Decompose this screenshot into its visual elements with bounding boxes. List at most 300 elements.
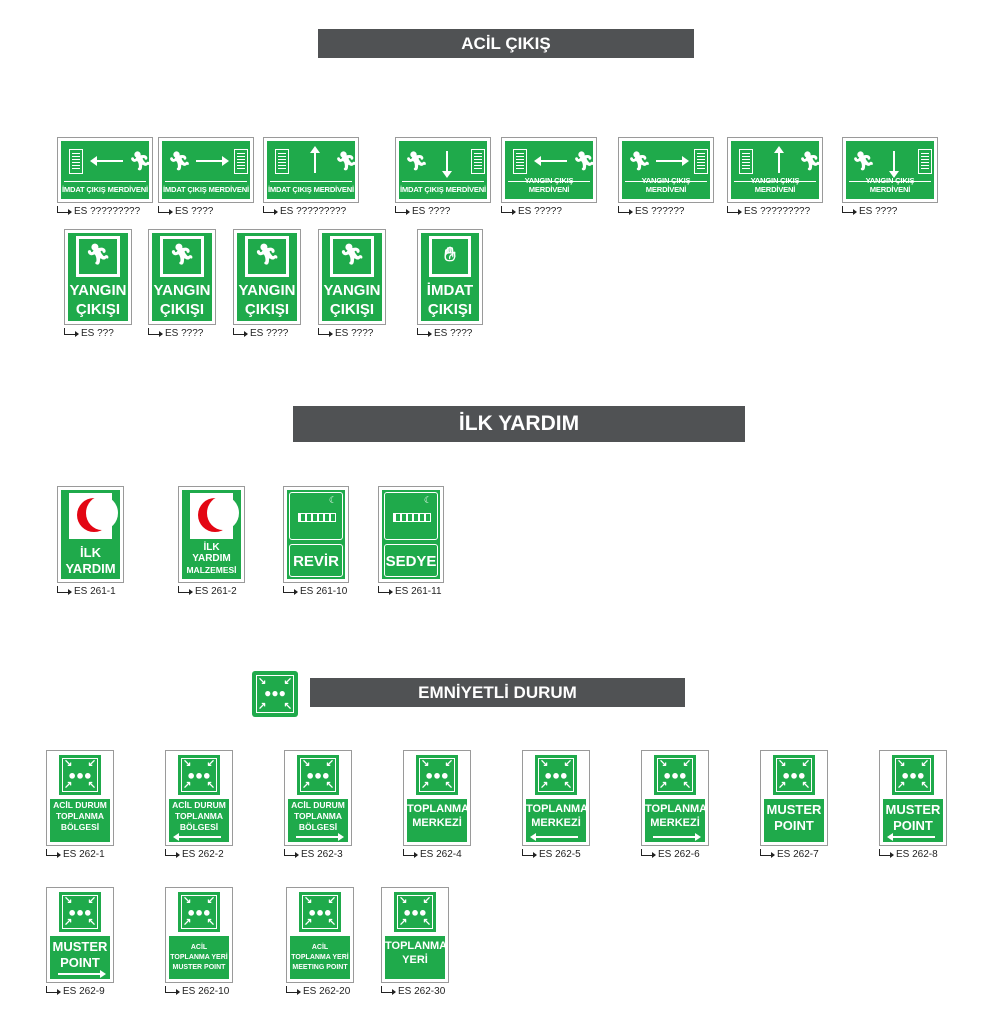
- people-group-icon: ●●●: [901, 767, 925, 783]
- sign-caption: İMDAT ÇIKIŞ MERDİVENİ: [163, 185, 249, 194]
- converging-arrow-icon: ↖: [87, 917, 96, 928]
- converging-arrow-icon: ↙: [563, 758, 572, 769]
- assembly-point-sign: [46, 750, 114, 846]
- sign-caption: İMDAT ÇIKIŞ MERDİVENİ: [268, 185, 354, 194]
- assembly-point-pictogram: [178, 892, 220, 932]
- assembly-point-pictogram: [59, 755, 101, 795]
- running-man-icon: 🏃︎: [335, 151, 358, 171]
- section-banner-ilk-yardim: [293, 406, 745, 442]
- sign-text-line1: MUSTER: [885, 802, 941, 817]
- crescent-cutout: [207, 496, 239, 530]
- code-arrow-icon: [318, 328, 332, 335]
- sign-text-line3: MALZEMESİ: [186, 565, 237, 575]
- people-group-icon: ●●●: [308, 904, 332, 920]
- direction-arrow-icon: [534, 836, 578, 838]
- divider: [165, 181, 247, 182]
- sign-text-line1: ACİL DURUM: [172, 800, 226, 810]
- direction-arrow-icon: [296, 836, 340, 838]
- converging-arrow-icon: ↙: [206, 758, 215, 769]
- sign-panel: [421, 233, 479, 321]
- sign-text-panel: [50, 799, 110, 842]
- converging-arrow-icon: ↗: [897, 780, 906, 791]
- sign-text-line3: MUSTER POINT: [172, 964, 226, 971]
- running-man-icon: 🏃︎: [852, 151, 875, 171]
- sign-text-line2: ÇIKIŞI: [244, 301, 290, 318]
- assembly-point-pictogram: [535, 755, 577, 795]
- product-code-text: ES ?????????: [744, 206, 811, 217]
- exit-stair-sign: [727, 137, 823, 203]
- product-code-text: ES ?????????: [280, 206, 347, 217]
- product-code: [501, 206, 562, 217]
- direction-arrow-icon: [196, 160, 224, 162]
- assembly-point-sign: [165, 750, 233, 846]
- product-code: [522, 849, 581, 860]
- sign-text-line2: MERKEZİ: [650, 817, 700, 829]
- converging-arrow-icon: ↖: [422, 917, 431, 928]
- running-man-icon: 🏃︎: [628, 151, 651, 171]
- sign-text-panel: [50, 936, 110, 979]
- code-arrow-icon: [760, 849, 774, 856]
- converging-arrow-icon: ↗: [64, 917, 73, 928]
- product-code-text: ES ????: [165, 328, 204, 339]
- sign-caption: YANGIN ÇIKIŞ MERDİVENİ: [750, 176, 800, 194]
- exit-stair-sign: [158, 137, 254, 203]
- exit-stair-sign: [842, 137, 938, 203]
- stairs-door-icon: [694, 149, 708, 174]
- sign-text-panel: [169, 799, 229, 842]
- converging-arrow-icon: ↙: [87, 758, 96, 769]
- sign-caption: YANGIN ÇIKIŞ MERDİVENİ: [641, 176, 691, 194]
- product-code-text: ES 261-1: [74, 586, 116, 597]
- assembly-point-sign: [522, 750, 590, 846]
- code-arrow-icon: [165, 849, 179, 856]
- product-code-text: ES ??????: [635, 206, 685, 217]
- running-man-icon: 🏃︎: [85, 244, 111, 266]
- code-arrow-icon: [727, 206, 741, 213]
- first-aid-sign: [378, 486, 444, 583]
- product-code: [158, 206, 213, 217]
- assembly-point-sign: [286, 887, 354, 983]
- first-aid-sign: [283, 486, 349, 583]
- exit-stair-sign: [501, 137, 597, 203]
- sign-text-line3: BÖLGESİ: [60, 822, 100, 832]
- assembly-point-pictogram: [773, 755, 815, 795]
- sign-text-line2: ÇIKIŞI: [159, 301, 205, 318]
- sign-panel: [382, 490, 440, 579]
- fire-exit-sign: [318, 229, 386, 325]
- breaking-glass-icon: ✋︎: [444, 244, 456, 266]
- sign-caption: YANGIN ÇIKIŞ MERDİVENİ: [524, 176, 574, 194]
- running-man-icon: 🏃︎: [573, 151, 596, 171]
- product-code: [148, 328, 203, 339]
- sign-text-line2: POINT: [774, 818, 814, 833]
- assembly-point-pictogram: [299, 892, 341, 932]
- pictogram-panel: [163, 239, 201, 274]
- product-code-text: ES 262-1: [63, 849, 105, 860]
- converging-arrow-icon: ↗: [540, 780, 549, 791]
- people-group-icon: ●●●: [663, 767, 687, 783]
- sign-panel: [287, 490, 345, 579]
- sign-text-line1: YANGIN: [323, 282, 381, 299]
- product-code: [178, 586, 237, 597]
- code-arrow-icon: [403, 849, 417, 856]
- product-code: [417, 328, 472, 339]
- converging-arrow-icon: ↗: [302, 780, 311, 791]
- sign-glyphs: [511, 148, 596, 174]
- converging-arrow-icon: ↙: [87, 895, 96, 906]
- sign-caption: İMDAT ÇIKIŞ MERDİVENİ: [400, 185, 486, 194]
- code-arrow-icon: [57, 206, 71, 213]
- running-man-icon: 🏃︎: [799, 151, 822, 171]
- running-man-icon: 🏃︎: [129, 151, 152, 171]
- converging-arrow-icon: ↙: [422, 895, 431, 906]
- product-code: [879, 849, 938, 860]
- sign-text-line1: YANGIN: [153, 282, 211, 299]
- sign-text-line1: İLK: [80, 545, 101, 560]
- code-arrow-icon: [263, 206, 277, 213]
- product-code: [403, 849, 462, 860]
- sign-glyphs: [852, 148, 928, 174]
- product-code-text: ES 262-7: [777, 849, 819, 860]
- product-code: [641, 849, 700, 860]
- product-code-text: ES 262-9: [63, 986, 105, 997]
- sign-text-line2: ÇIKIŞI: [329, 301, 375, 318]
- sign-panel: [152, 233, 212, 321]
- direction-arrow-icon: [177, 836, 221, 838]
- converging-arrow-icon: ↗: [399, 917, 408, 928]
- label-panel: [384, 544, 438, 577]
- sign-panel: [322, 233, 382, 321]
- sign-text-line2: POINT: [60, 955, 100, 970]
- sign-text-line2: YARDIM: [65, 561, 116, 576]
- code-arrow-icon: [378, 586, 392, 593]
- sign-text-line1: YANGIN: [69, 282, 127, 299]
- code-arrow-icon: [501, 206, 515, 213]
- product-code: [381, 986, 445, 997]
- product-code-text: ES 262-10: [182, 986, 230, 997]
- converging-arrow-icon: ↗: [659, 780, 668, 791]
- converging-arrow-icon: ↘: [659, 758, 668, 769]
- people-group-icon: ●●●: [544, 767, 568, 783]
- product-code-text: ES 261-2: [195, 586, 237, 597]
- pictogram-frame: [429, 236, 471, 277]
- pictogram-frame: [76, 236, 120, 277]
- product-code: [618, 206, 685, 217]
- sign-text-line2: YERİ: [402, 954, 428, 966]
- converging-arrow-icon: ↖: [327, 917, 336, 928]
- people-group-icon: ●●●: [187, 767, 211, 783]
- converging-arrow-icon: ↖: [87, 780, 96, 791]
- code-arrow-icon: [283, 586, 297, 593]
- sign-panel: [505, 141, 596, 199]
- converging-arrow-icon: ↖: [444, 780, 453, 791]
- running-man-icon: 🏃︎: [405, 151, 428, 171]
- converging-arrow-icon: ↗: [304, 917, 313, 928]
- sign-panel: [61, 490, 120, 579]
- product-code: [283, 586, 347, 597]
- assembly-point-sign: [641, 750, 709, 846]
- direction-arrow-icon: [656, 160, 684, 162]
- sign-text-panel: [645, 799, 708, 842]
- sign-panel: [162, 141, 250, 199]
- product-code: [57, 206, 140, 217]
- product-code-text: ES ????: [175, 206, 214, 217]
- running-man-icon: 🏃︎: [169, 244, 195, 266]
- product-code: [318, 328, 373, 339]
- converging-arrow-icon: ↙: [682, 758, 691, 769]
- direction-arrow-icon: [95, 160, 123, 162]
- converging-arrow-icon: ↖: [206, 780, 215, 791]
- converging-arrow-icon: ↙: [444, 758, 453, 769]
- running-man-icon: 🏃︎: [168, 151, 191, 171]
- product-code-text: ES ?????: [518, 206, 562, 217]
- code-arrow-icon: [879, 849, 893, 856]
- sign-glyphs: [273, 148, 358, 174]
- stretcher-icon: [298, 513, 336, 522]
- sign-glyphs: [628, 148, 704, 174]
- pictogram-panel: [248, 239, 286, 274]
- sign-text-line2: TOPLANMA: [55, 811, 104, 821]
- sign-text-line2: ÇIKIŞI: [427, 301, 473, 318]
- converging-arrow-icon: ↖: [682, 780, 691, 791]
- product-code-text: ES 262-3: [301, 849, 343, 860]
- sign-text-line2: TOPLANMA YERİ: [170, 954, 228, 961]
- people-group-icon: ●●●: [425, 767, 449, 783]
- sign-panel: [61, 141, 152, 199]
- product-code-text: ES ????: [859, 206, 898, 217]
- sign-text-line3: MEETING POINT: [292, 964, 348, 971]
- assembly-point-pictogram: [416, 755, 458, 795]
- stretcher-panel: [384, 492, 438, 540]
- converging-arrow-icon: ↗: [64, 780, 73, 791]
- direction-arrow-icon: [539, 160, 567, 162]
- direction-arrow-icon: [891, 836, 935, 838]
- converging-arrow-icon: ↗: [778, 780, 787, 791]
- product-code-text: ES 262-5: [539, 849, 581, 860]
- sign-text-line2: TOPLANMA: [293, 811, 342, 821]
- direction-arrow-icon: [653, 836, 697, 838]
- people-group-icon: ●●●: [782, 767, 806, 783]
- code-arrow-icon: [233, 328, 247, 335]
- pictogram-frame: [245, 236, 289, 277]
- product-code: [165, 986, 229, 997]
- assembly-point-icon: ●●● ↘ ↙ ↗ ↖: [252, 671, 298, 717]
- product-code-text: ES ?????????: [74, 206, 141, 217]
- converging-arrow-icon: ↘: [778, 758, 787, 769]
- stairs-door-icon: [69, 149, 83, 174]
- direction-arrow-icon: [893, 151, 895, 173]
- converging-arrow-icon: ↘: [183, 895, 192, 906]
- red-crescent-frame: [190, 493, 233, 539]
- converging-arrow-icon: ↗: [183, 780, 192, 791]
- sign-text-panel: [288, 799, 348, 842]
- sign-text-line1: MUSTER: [52, 939, 108, 954]
- first-aid-sign: [57, 486, 124, 583]
- sign-text-line1: ACİL: [311, 944, 329, 951]
- sign-caption: YANGIN ÇIKIŞ MERDİVENİ: [865, 176, 915, 194]
- code-arrow-icon: [618, 206, 632, 213]
- converging-arrow-icon: ↗: [421, 780, 430, 791]
- first-aid-sign: [178, 486, 245, 583]
- sign-glyphs: [168, 148, 244, 174]
- sign-caption: İMDAT ÇIKIŞ MERDİVENİ: [62, 185, 148, 194]
- sign-text-line1: TOPLANMA: [526, 803, 589, 815]
- assembly-point-sign: [760, 750, 828, 846]
- code-arrow-icon: [395, 206, 409, 213]
- sign-text-line2: POINT: [893, 818, 933, 833]
- code-arrow-icon: [46, 849, 60, 856]
- direction-arrow-icon: [314, 151, 316, 173]
- section-title: EMNİYETLİ DURUM: [418, 683, 577, 702]
- stretcher-panel: [289, 492, 343, 540]
- converging-arrow-icon: ↖: [325, 780, 334, 791]
- converging-arrow-icon: ↙: [327, 895, 336, 906]
- sign-text-panel: [764, 799, 824, 842]
- code-arrow-icon: [284, 849, 298, 856]
- code-arrow-icon: [641, 849, 655, 856]
- sign-text-line2: MERKEZİ: [531, 817, 581, 829]
- sign-panel: [399, 141, 487, 199]
- code-arrow-icon: [46, 986, 60, 993]
- exit-stair-sign: [395, 137, 491, 203]
- product-code: [284, 849, 343, 860]
- pictogram-frame: [330, 236, 374, 277]
- sign-text-line3: BÖLGESİ: [179, 822, 219, 832]
- sign-panel: [731, 141, 822, 199]
- fire-exit-sign: [64, 229, 132, 325]
- exit-stair-sign: [263, 137, 359, 203]
- sign-text-panel: [290, 936, 350, 979]
- product-code: [842, 206, 897, 217]
- divider: [64, 181, 146, 182]
- people-group-icon: ●●●: [68, 767, 92, 783]
- converging-arrow-icon: ↘: [421, 758, 430, 769]
- sign-text-line2: YARDIM: [192, 553, 231, 564]
- product-code-text: ES ????: [250, 328, 289, 339]
- sign-panel: [68, 233, 128, 321]
- product-code: [286, 986, 350, 997]
- sign-text-line1: İMDAT: [426, 282, 474, 299]
- sign-panel: [622, 141, 710, 199]
- stairs-door-icon: [739, 149, 753, 174]
- sign-glyphs: [405, 148, 481, 174]
- assembly-point-pictogram: [394, 892, 436, 932]
- converging-arrow-icon: ↘: [897, 758, 906, 769]
- assembly-point-sign: [403, 750, 471, 846]
- assembly-point-pictogram: [59, 892, 101, 932]
- converging-arrow-icon: ↘: [302, 758, 311, 769]
- section-banner-acil-cikis: [318, 29, 694, 58]
- sign-label: SEDYE: [385, 553, 437, 570]
- product-code: [395, 206, 450, 217]
- assembly-point-sign: [381, 887, 449, 983]
- sign-panel: [182, 490, 241, 579]
- code-arrow-icon: [165, 986, 179, 993]
- converging-arrow-icon: ↘: [183, 758, 192, 769]
- sign-text-line1: ACİL DURUM: [291, 800, 345, 810]
- code-arrow-icon: [286, 986, 300, 993]
- sign-text-panel: [169, 936, 229, 979]
- assembly-point-sign: [165, 887, 233, 983]
- section-title: ACİL ÇIKIŞ: [461, 34, 551, 53]
- stretcher-icon: [393, 513, 431, 522]
- running-man-icon: 🏃︎: [254, 244, 280, 266]
- assembly-point-pictogram: [297, 755, 339, 795]
- converging-arrow-icon: ↙: [325, 758, 334, 769]
- converging-arrow-icon: ↙: [801, 758, 810, 769]
- sign-text-line2: MERKEZİ: [412, 817, 462, 829]
- product-code-text: ES 262-6: [658, 849, 700, 860]
- converging-arrow-icon: ↘: [64, 758, 73, 769]
- sign-text-line1: MUSTER: [766, 802, 822, 817]
- sign-text-line1: TOPLANMA: [385, 940, 448, 952]
- assembly-point-pictogram: [654, 755, 696, 795]
- product-code: [378, 586, 442, 597]
- product-code-text: ES ????: [335, 328, 374, 339]
- direction-arrow-icon: [446, 151, 448, 173]
- stairs-door-icon: [275, 149, 289, 174]
- pictogram-panel: [333, 239, 371, 274]
- converging-arrow-icon: ↖: [563, 780, 572, 791]
- sign-text-panel: [407, 799, 470, 842]
- code-arrow-icon: [381, 986, 395, 993]
- people-group-icon: ●●●: [306, 767, 330, 783]
- sign-text-panel: [883, 799, 943, 842]
- converging-arrow-icon: ↘: [304, 895, 313, 906]
- product-code-text: ES 262-2: [182, 849, 224, 860]
- sign-text-panel: [385, 936, 448, 979]
- pictogram-frame: [160, 236, 204, 277]
- sign-text-line1: TOPLANMA: [645, 803, 708, 815]
- product-code: [165, 849, 224, 860]
- sign-text-line1: İLK: [203, 542, 220, 553]
- converging-arrow-icon: ↖: [206, 917, 215, 928]
- sign-glyphs: [737, 148, 822, 174]
- sign-text-panel: [526, 799, 589, 842]
- divider: [402, 181, 484, 182]
- product-code: [233, 328, 288, 339]
- product-code-text: ES 262-4: [420, 849, 462, 860]
- code-arrow-icon: [148, 328, 162, 335]
- code-arrow-icon: [842, 206, 856, 213]
- running-man-icon: 🏃︎: [339, 244, 365, 266]
- sign-text-line1: TOPLANMA: [407, 803, 470, 815]
- sign-text-line2: TOPLANMA: [174, 811, 223, 821]
- product-code-text: ES 262-30: [398, 986, 446, 997]
- product-code-text: ES 261-11: [395, 586, 442, 597]
- sign-text-line1: YANGIN: [238, 282, 296, 299]
- converging-arrow-icon: ↖: [920, 780, 929, 791]
- product-code: [64, 328, 114, 339]
- product-code-text: ES ????: [412, 206, 451, 217]
- direction-arrow-icon: [58, 973, 102, 975]
- assembly-point-sign: [284, 750, 352, 846]
- product-code: [46, 849, 105, 860]
- exit-stair-sign: [618, 137, 714, 203]
- crescent-small-icon: ☾: [328, 495, 337, 505]
- sign-text-line3: BÖLGESİ: [298, 822, 338, 832]
- sign-text-line2: ÇIKIŞI: [75, 301, 121, 318]
- sign-panel: [267, 141, 358, 199]
- assembly-point-pictogram: [178, 755, 220, 795]
- converging-arrow-icon: ↙: [206, 895, 215, 906]
- people-group-icon: ●●●: [68, 904, 92, 920]
- sign-panel: [237, 233, 297, 321]
- code-arrow-icon: [64, 328, 78, 335]
- pictogram-panel: [432, 239, 468, 274]
- sign-text-line2: TOPLANMA YERİ: [291, 954, 349, 961]
- red-crescent-frame: [69, 493, 112, 539]
